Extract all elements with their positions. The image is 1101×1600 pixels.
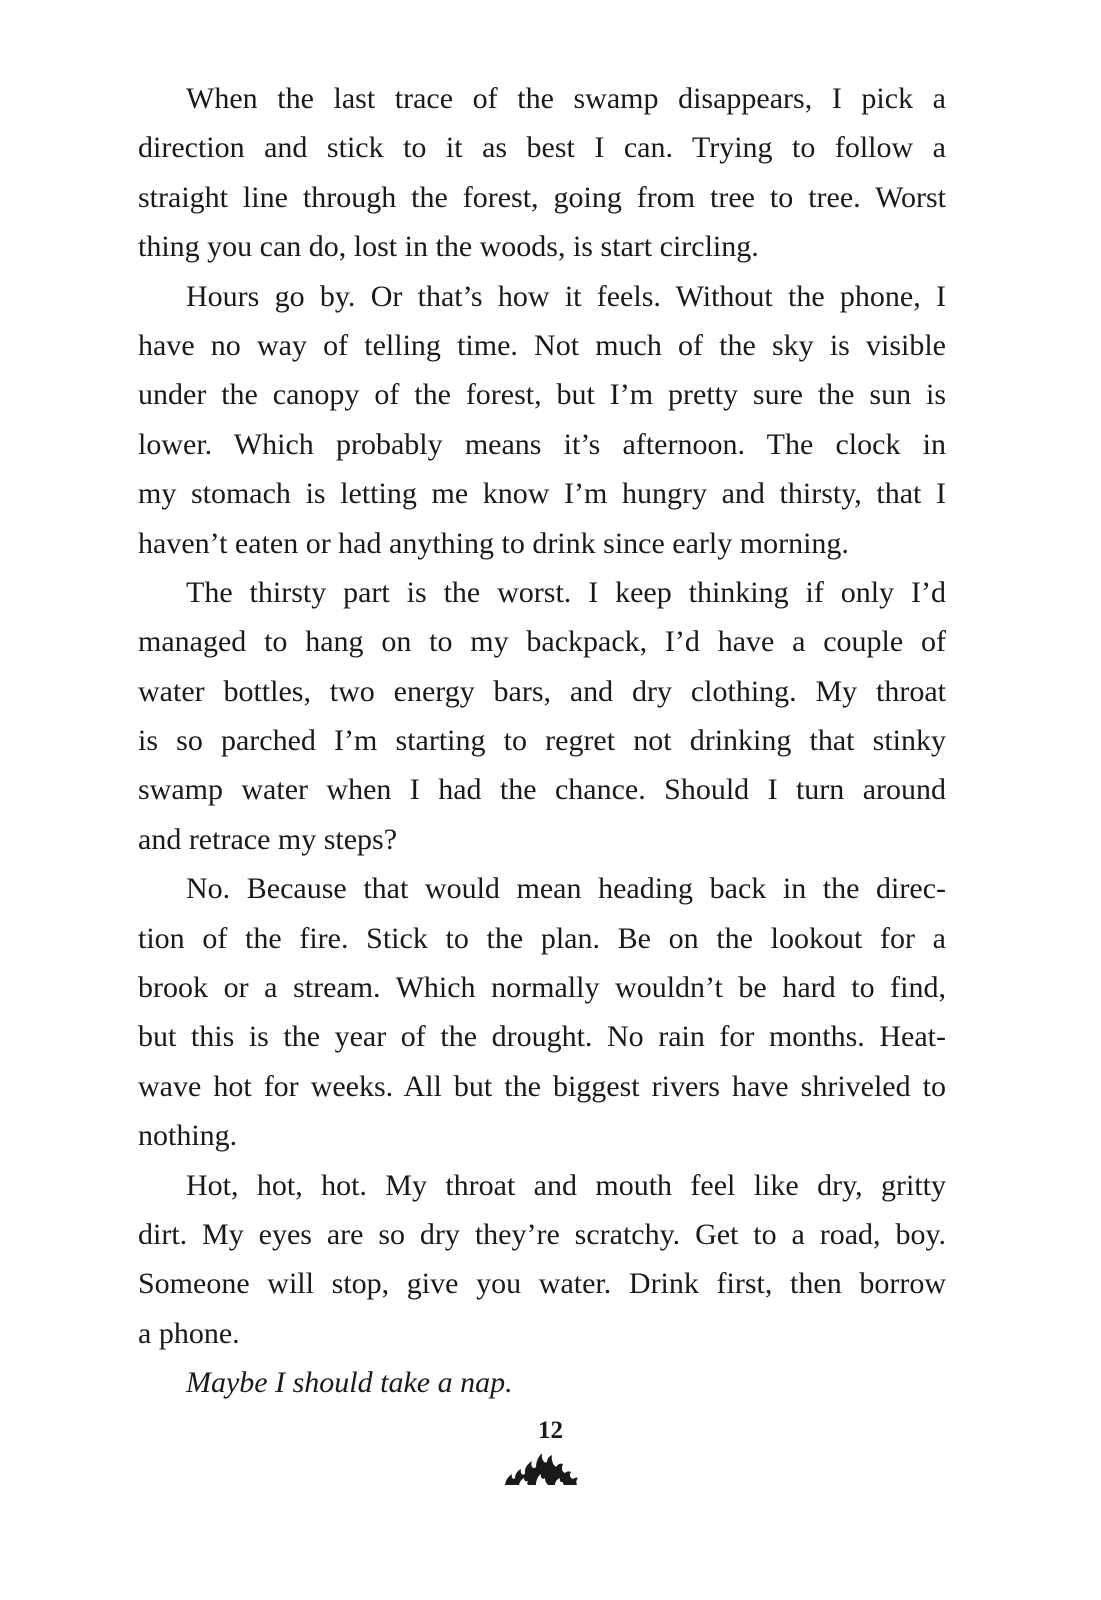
page-number: 12 xyxy=(538,1417,563,1444)
text-line: The thirsty part is the worst. I keep thinking if only I’d xyxy=(186,575,946,609)
text-line: No. Because that would mean heading back in the direc- xyxy=(186,872,946,906)
text-line: Hours go by. Or that’s how it feels. Without the phone, I xyxy=(186,279,946,313)
text-line: dirt. My eyes are so dry they’re scratchy. Get to a road, boy. xyxy=(138,1217,946,1251)
text-line: under the canopy of the forest, but I’m pretty sure the sun is xyxy=(138,378,946,412)
paragraph xyxy=(138,1358,946,1407)
text-line: swamp water when I had the chance. Should I turn around xyxy=(138,773,946,807)
body-text xyxy=(138,74,946,1408)
text-line: thing you can do, lost in the woods, is start circling. xyxy=(138,230,759,264)
text-line: have no way of telling time. Not much of the sky is visible xyxy=(138,328,946,362)
text-line: nothing. xyxy=(138,1119,238,1153)
text-line: Hot, hot, hot. My throat and mouth feel like dry, gritty xyxy=(186,1168,946,1202)
text-line: haven’t eaten or had anything to drink since early morning. xyxy=(138,526,849,560)
text-line: wave hot for weeks. All but the biggest rivers have shriveled to xyxy=(138,1069,946,1103)
flame-icon xyxy=(503,1452,579,1486)
paragraph xyxy=(138,272,946,568)
text-line: and retrace my steps? xyxy=(138,822,398,856)
text-line: Someone will stop, give you water. Drink first, then borrow xyxy=(138,1267,946,1301)
text-line: tion of the fire. Stick to the plan. Be on the lookout for a xyxy=(138,921,946,955)
text-line: direction and stick to it as best I can. Trying to follow a xyxy=(138,131,946,165)
paragraph xyxy=(138,864,946,1160)
text-line: When the last trace of the swamp disappears, I pick a xyxy=(186,82,946,115)
paragraph xyxy=(138,1161,946,1359)
text-line: my stomach is letting me know I’m hungry and thirsty, that I xyxy=(138,477,946,511)
paragraph xyxy=(138,74,946,272)
italic-thought-line: Maybe I should take a nap. xyxy=(186,1366,513,1400)
text-line: a phone. xyxy=(138,1316,240,1350)
text-line: water bottles, two energy bars, and dry clothing. My throat xyxy=(138,674,946,708)
text-line: straight line through the forest, going from tree to tree. Worst xyxy=(138,180,946,214)
text-line: lower. Which probably means it’s afternoon. The clock in xyxy=(138,427,946,461)
text-line: but this is the year of the drought. No rain for months. Heat- xyxy=(138,1020,946,1054)
paragraph xyxy=(138,568,946,864)
text-line: managed to hang on to my backpack, I’d have a couple of xyxy=(138,625,946,659)
text-line: brook or a stream. Which normally wouldn’t be hard to find, xyxy=(138,971,946,1005)
text-line: is so parched I’m starting to regret not drinking that stinky xyxy=(138,724,946,758)
